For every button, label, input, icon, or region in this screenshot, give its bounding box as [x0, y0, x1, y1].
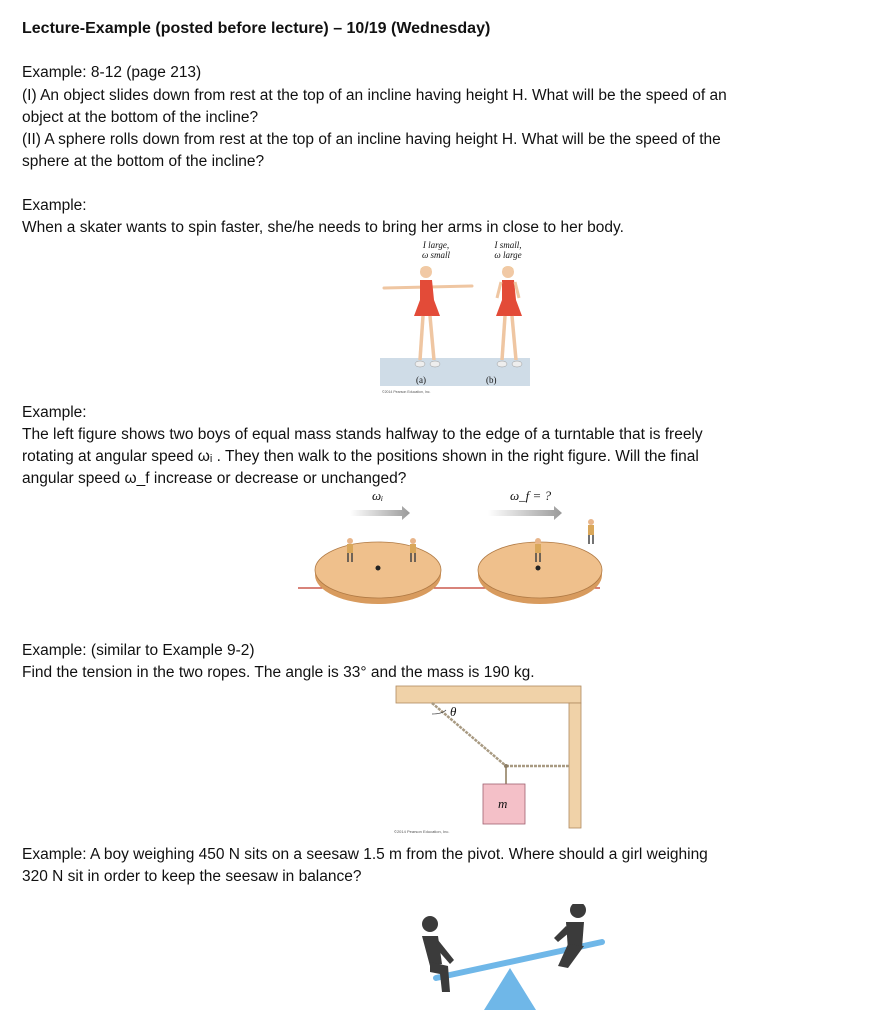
turntable-right-axle: [536, 566, 541, 571]
label-a-line1: I large,: [422, 240, 450, 250]
example1-part2-line1: (II) A sphere rolls down from rest at the top of an incline having height H. What will be the speed of the: [22, 131, 721, 148]
seesaw-figure: [408, 904, 610, 1014]
tension-figure: [394, 684, 588, 840]
skater-copyright: ©2014 Pearson Education, Inc.: [382, 390, 431, 394]
example2-heading: Example:: [22, 197, 87, 214]
example3-line2: rotating at angular speed ωᵢ . They then walk to the positions shown in the right figure. Will the final: [22, 448, 699, 465]
rope-knot: [504, 764, 508, 768]
mass-label: m: [498, 796, 508, 811]
example3-line3: angular speed ω_f increase or decrease or unchanged?: [22, 470, 407, 487]
example4-heading: Example: (similar to Example 9-2): [22, 642, 255, 659]
turntable-figure: [298, 488, 604, 610]
seesaw-pivot: [484, 968, 536, 1010]
turntable-left-axle: [376, 566, 381, 571]
example1-heading: Example: 8-12 (page 213): [22, 64, 202, 81]
example3-line1: The left figure shows two boys of equal mass stands halfway to the edge of a turntable that is freely: [22, 426, 703, 443]
example1-part2-line2: sphere at the bottom of the incline?: [22, 153, 265, 170]
caption-a: (a): [416, 375, 426, 385]
boy-right-2: [588, 519, 594, 544]
label-b-line2: ω large: [494, 250, 522, 260]
wall-post: [569, 703, 581, 828]
skater-a: [384, 266, 472, 367]
example3-heading: Example:: [22, 404, 87, 421]
tension-copyright: ©2014 Pearson Education, Inc.: [394, 829, 450, 834]
turntable-illustration: [298, 502, 604, 612]
rotation-arrow-left: [350, 506, 410, 520]
tension-illustration: [394, 684, 588, 840]
ice-surface: [380, 358, 530, 386]
omega-f-label: ω_f = ?: [510, 488, 552, 503]
seesaw-illustration: [408, 904, 610, 1014]
page-title: Lecture-Example (posted before lecture) – 10/19 (Wednesday): [22, 20, 491, 37]
example5-line2: 320 N sit in order to keep the seesaw in balance?: [22, 868, 362, 885]
skater-b: [496, 266, 522, 367]
example4-line1: Find the tension in the two ropes. The angle is 33° and the mass is 190 kg.: [22, 664, 535, 681]
label-a-line2: ω small: [421, 250, 451, 260]
example1-part1-line1: (I) An object slides down from rest at the top of an incline having height H. What will be the speed of an: [22, 87, 727, 104]
omega-i-label: ωᵢ: [372, 488, 384, 503]
caption-b: (b): [486, 375, 497, 385]
theta-label: θ: [450, 704, 457, 719]
example1-part1-line2: object at the bottom of the incline?: [22, 109, 259, 126]
ceiling-beam: [396, 686, 581, 703]
seesaw-person-right: [554, 904, 586, 968]
rotation-arrow-right: [488, 506, 562, 520]
example5-line1: Example: A boy weighing 450 N sits on a seesaw 1.5 m from the pivot. Where should a girl weighing: [22, 846, 708, 863]
example2-text: When a skater wants to spin faster, she/he needs to bring her arms in close to her body.: [22, 219, 624, 236]
label-b-line1: I small,: [494, 240, 522, 250]
skater-figure: [380, 240, 532, 402]
